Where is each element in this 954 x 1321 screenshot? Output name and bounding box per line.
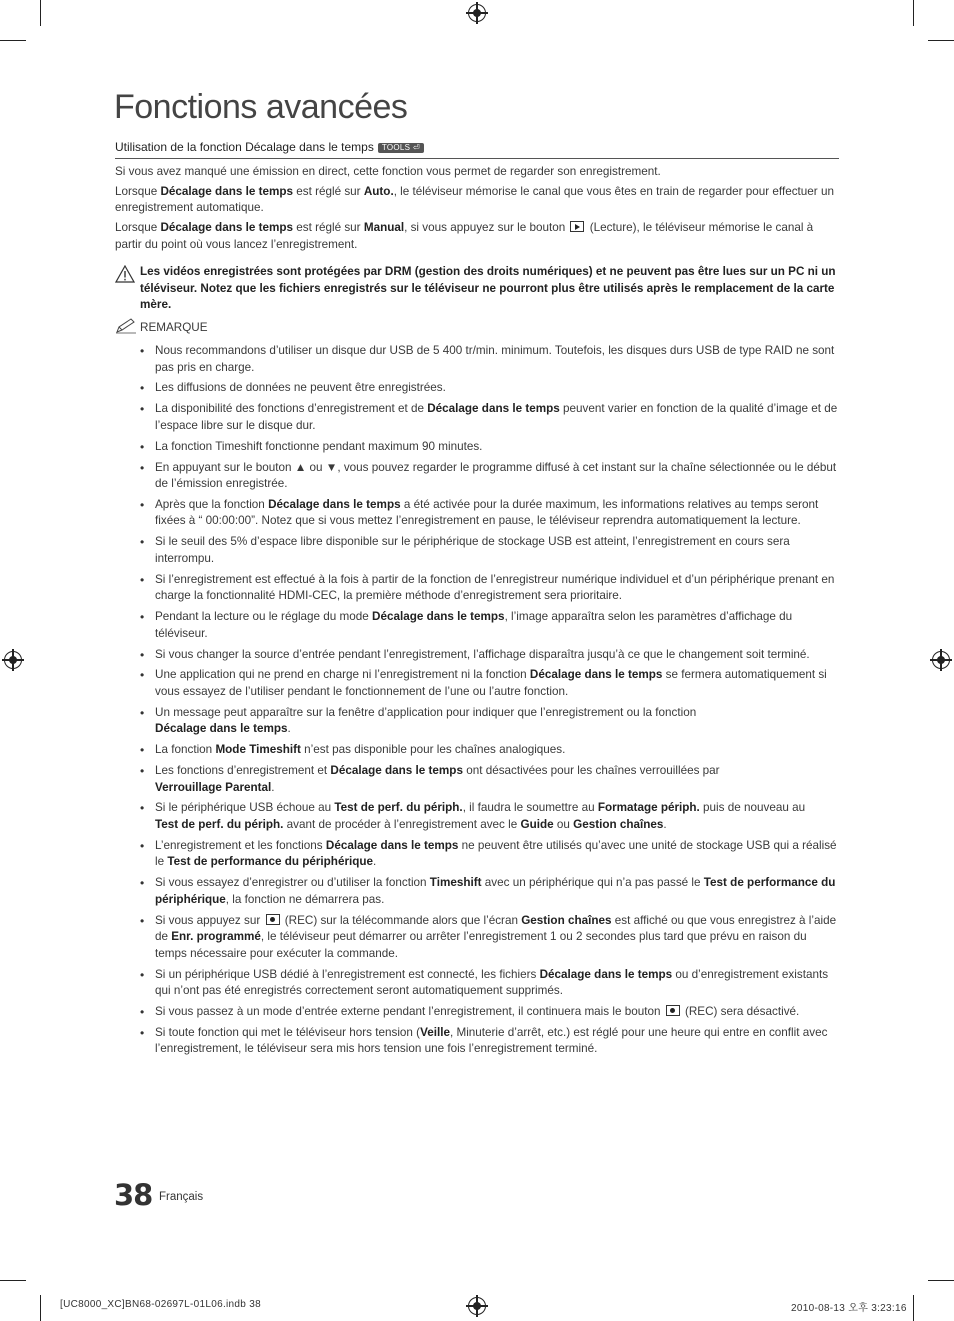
print-file-info: [UC8000_XC]BN68-02697L-01L06.indb 38 [60,1299,261,1310]
caution-text: Les vidéos enregistrées sont protégées par DRM (gestion des droits numériques) et ne peuvent pas être lues sur un PC ni un téléviseur. Notez que les fichiers enregistrés sur le téléviseur ne pourront plus être utilisés après le remplacement de la carte mère. [140,265,836,311]
crop-mark [0,40,26,41]
list-item: • Nous recommandons d’utiliser un disque dur USB de 5 400 tr/min. minimum. Toutefois, les disques durs USB de type RAID ne sont pas pris en charge. [115,343,839,376]
rec-button-icon [266,914,280,925]
list-item: • Si vous essayez d’enregistrer ou d’utiliser la fonction Timeshift avec un périphérique qui n’a pas passé le Test de performance du périphérique, la fonction ne démarrera pas. [115,875,839,908]
auto-paragraph: Lorsque Décalage dans le temps est réglé sur Auto., le téléviseur mémorise le canal que vous êtes en train de regarder pour effectuer un enregistrement automatique. [115,184,834,214]
tools-badge: TOOLS ⏎ [378,143,424,153]
list-item: • Si l’enregistrement est effectué à la fois à partir de la fonction de l’enregistreur numérique individuel et d’un périphérique prenant en charge la fonctionnalité HDMI-CEC, la première méthode d’enregistrement sera prioritaire. [115,572,839,605]
list-item: • La disponibilité des fonctions d’enregistrement et de Décalage dans le temps peuvent varier en fonction de la qualité d’image et de l’espace libre sur le disque dur. [115,401,839,434]
registration-mark-icon [932,651,950,669]
list-item: • Les fonctions d’enregistrement et Décalage dans le temps ont désactivées pour les chaînes verrouillées par Verrouillage Parental. [115,763,839,796]
list-item: • L’enregistrement et les fonctions Décalage dans le temps ne peuvent être utilisés qu’avec une unité de stockage USB qui a réalisé le Test de performance du périphérique. [115,838,839,871]
list-item: • La fonction Timeshift fonctionne pendant maximum 90 minutes. [115,439,839,456]
play-button-icon [570,221,584,232]
intro-paragraph: Si vous avez manqué une émission en direct, cette fonction vous permet de regarder son enregistrement. [115,164,661,178]
rec-button-icon [666,1005,680,1016]
list-item: • Si vous changer la source d’entrée pendant l’enregistrement, l’affichage disparaîtra jusqu’à ce que le changement soit terminé. [115,647,839,664]
list-item: • Si un périphérique USB dédié à l’enregistrement est connecté, les fichiers Décalage dans le temps ou d’enregistrement existants qui n’ont pas été enregistrés correctement seront automatiquement supprimés. [115,967,839,1000]
crop-mark [0,1280,26,1281]
crop-mark [913,1295,914,1321]
list-item: • Si le seuil des 5% d’espace libre disponible sur le périphérique de stockage USB est atteint, l’enregistrement en cours sera interrompu. [115,534,839,567]
warning-icon [115,265,135,283]
note-heading [115,320,839,337]
list-item: • Si le périphérique USB échoue au Test de perf. du périph., il faudra le soumettre au Formatage périph. puis de nouveau au Test de perf. du périph. avant de procéder à l’enregistrement avec le Guide ou Gestion chaînes. [115,800,839,833]
print-date: 2010-08-13 오후 3:23:16 [791,1303,907,1314]
registration-mark-icon [4,651,22,669]
pencil-icon [115,318,137,334]
main-content [115,139,839,1062]
section-heading-text: Utilisation de la fonction Décalage dans le temps [115,140,374,154]
list-item: • Les diffusions de données ne peuvent être enregistrées. [115,380,839,397]
registration-mark-icon [468,4,486,22]
list-item: • Si vous passez à un mode d’entrée externe pendant l’enregistrement, il continuera mais le bouton (REC) sera désactivé. [115,1004,839,1021]
page-title: Fonctions avancées [114,88,408,126]
list-item: • Si toute fonction qui met le téléviseur hors tension (Veille, Minuterie d’arrêt, etc.) est réglé pour une heure qui entre en conflit avec l’enregistrement, le téléviseur sera mis hors tension une fois l’enregistrement terminé. [115,1025,839,1058]
registration-mark-icon [468,1297,486,1315]
list-item: • En appuyant sur le bouton ▲ ou ▼, vous pouvez regarder le programme diffusé à cet instant sur la chaîne sélectionnée ou le début de l’émission enregistrée. [115,460,839,493]
crop-mark [40,1295,41,1321]
crop-mark [928,40,954,41]
list-item: • La fonction Mode Timeshift n’est pas disponible pour les chaînes analogiques. [115,742,839,759]
section-heading [115,139,839,159]
list-item: • Un message peut apparaître sur la fenêtre d’application pour indiquer que l’enregistrement ou la fonction Décalage dans le temps. [115,705,839,738]
notes-list [115,343,839,1058]
page-number: 38 [114,1178,153,1212]
caution-block [115,264,839,314]
crop-mark [40,0,41,26]
list-item: • Une application qui ne prend en charge ni l’enregistrement ni la fonction Décalage dans le temps se fermera automatiquement si vous essayez de l’utiliser pendant le fonctionnement de l’une ou l’autre fonction. [115,667,839,700]
page-language: Français [159,1191,204,1203]
note-label: REMARQUE [140,320,208,334]
list-item: • Après que la fonction Décalage dans le temps a été activée pour la durée maximum, les informations relatives au temps seront fixées à “ 00:00:00”. Notez que si vous mettez l’enregistrement en pause, le téléviseur reprendra automatiquement la lecture. [115,497,839,530]
list-item: • Si vous appuyez sur (REC) sur la télécommande alors que l’écran Gestion chaînes est affiché ou que vous enregistrez à l’aide de Enr. programmé, le téléviseur peut démarrer ou arrêter l’enregistrement 1 ou 2 secondes plus tard que prévu en raison du temps nécessaire pour exécuter la commande. [115,913,839,963]
list-item: • Pendant la lecture ou le réglage du mode Décalage dans le temps, l’image apparaîtra selon les paramètres d’affichage du téléviseur. [115,609,839,642]
crop-mark [913,0,914,26]
crop-mark [928,1280,954,1281]
manual-paragraph: Lorsque Décalage dans le temps est réglé sur Manual, si vous appuyez sur le bouton (Lecture), le téléviseur mémorise le canal à partir du point où vous lancez l’enregistrement. [115,221,814,251]
